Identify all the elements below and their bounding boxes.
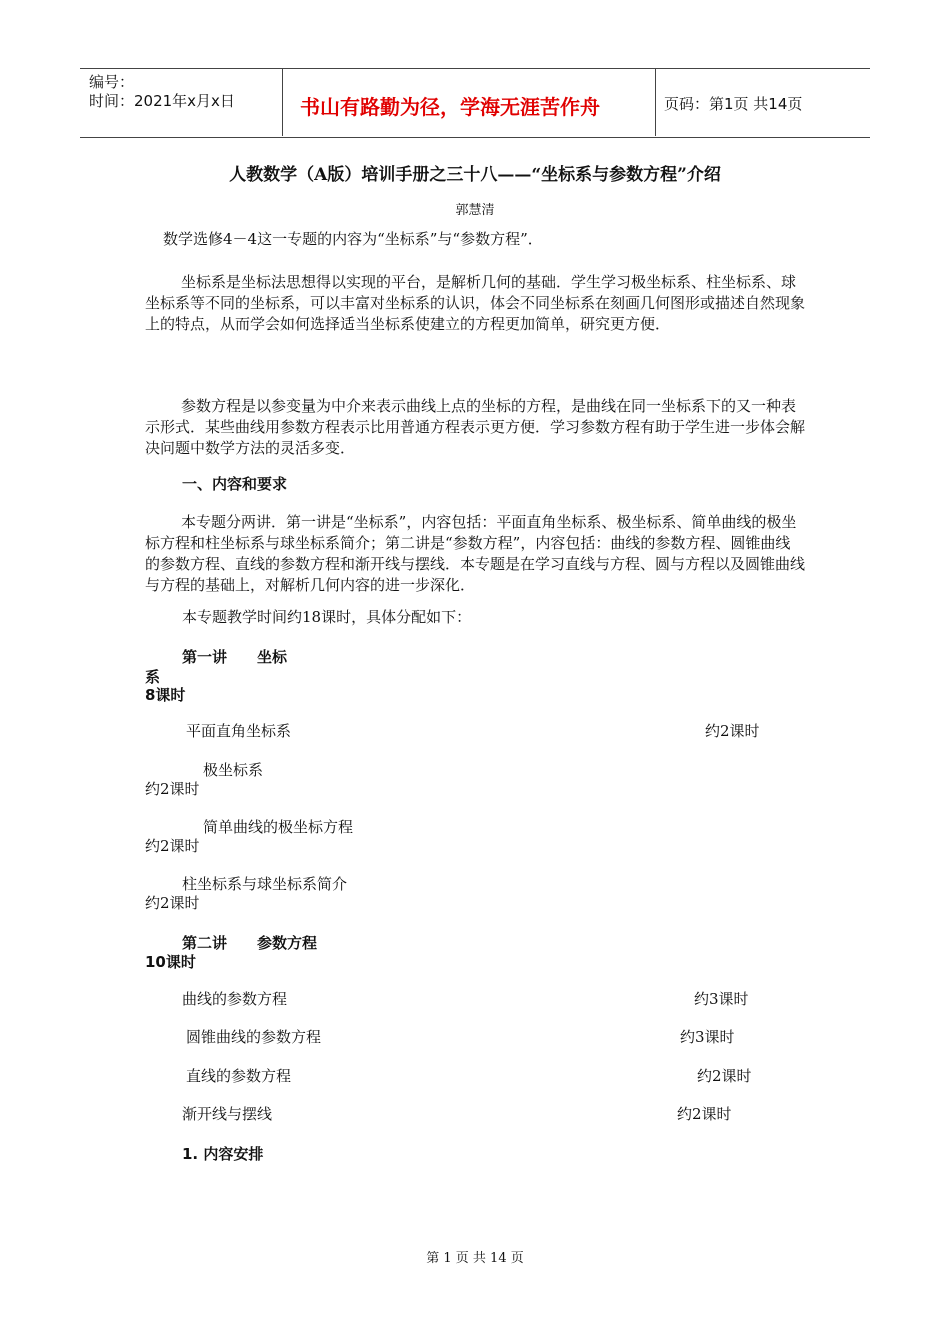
subsection-heading: 1. 内容安排 [182,1145,264,1163]
header-divider [282,68,283,136]
date-label: 时间：2021年x月x日 [89,92,235,110]
lecture1-hours: 8课时 [145,686,186,704]
motto-text: 书山有路勤为径，学海无涯苦作舟 [300,95,600,119]
schedule-item-hours: 约2课时 [145,780,200,798]
schedule-item-name: 圆锥曲线的参数方程 [186,1028,322,1046]
header-divider [655,68,656,136]
schedule-item-hours: 约2课时 [705,722,760,740]
lecture1-subject: 坐标 [257,648,288,666]
schedule-item-name: 直线的参数方程 [186,1067,292,1085]
doc-number-label: 编号： [89,73,135,91]
schedule-item-hours: 约2课时 [697,1067,752,1085]
paragraph-topics: 本专题分两讲．第一讲是“坐标系”，内容包括：平面直角坐标系、极坐标系、简单曲线的极坐标方程和柱坐标系与球坐标系简介；第二讲是“参数方程”，内容包括：曲线的参数方程、圆锥曲线的参数方程、直线的参数方程和渐开线与摆线．本专题是在学习直线与方程、圆与方程以及圆锥曲线与方程的基础上，对解析几何内容的进一步深化． [145,513,806,594]
page-footer: 第 1 页 共 14 页 [426,1251,524,1266]
schedule-item-name: 简单曲线的极坐标方程 [203,818,354,836]
lecture1-subject-wrap: 系 [145,668,161,686]
paragraph-coordinate-system: 坐标系是坐标法思想得以实现的平台，是解析几何的基础．学生学习极坐标系、柱坐标系、球坐标系等不同的坐标系，可以丰富对坐标系的认识，体会不同坐标系在刻画几何图形或描述自然现象上的特点，从而学会如何选择适当坐标系使建立的方程更加简单，研究更方便． [145,273,806,333]
schedule-item-hours: 约2课时 [145,837,200,855]
paragraph-parametric-equation: 参数方程是以参变量为中介来表示曲线上点的坐标的方程，是曲线在同一坐标系下的又一种表示形式．某些曲线用参数方程表示比用普通方程表示更方便．学习参数方程有助于学生进一步体会解决问题中数学方法的灵活多变． [145,397,806,457]
schedule-item-hours: 约2课时 [145,894,200,912]
schedule-item-name: 平面直角坐标系 [186,722,292,740]
schedule-item-hours: 约2课时 [677,1105,732,1123]
schedule-item-name: 柱坐标系与球坐标系简介 [182,875,348,893]
intro-paragraph: 数学选修4－4这一专题的内容为“坐标系”与“参数方程”． [163,230,543,248]
schedule-item-name: 曲线的参数方程 [182,990,288,1008]
schedule-item-name: 渐开线与摆线 [182,1105,273,1123]
author: 郭慧清 [455,203,495,218]
page-title: 人教数学（A版）培训手册之三十八——“坐标系与参数方程”介绍 [229,165,721,185]
lecture2-subject: 参数方程 [257,934,318,952]
paragraph-hours: 本专题教学时间约18课时，具体分配如下： [182,608,472,626]
lecture1-title: 第一讲 [182,648,228,666]
lecture2-hours: 10课时 [145,953,196,971]
schedule-item-hours: 约3课时 [694,990,749,1008]
schedule-item-name: 极坐标系 [203,761,264,779]
page-info: 页码：第1页 共14页 [664,95,803,113]
lecture2-title: 第二讲 [182,934,228,952]
section-heading: 一、内容和要求 [182,475,288,493]
schedule-item-hours: 约3课时 [680,1028,735,1046]
